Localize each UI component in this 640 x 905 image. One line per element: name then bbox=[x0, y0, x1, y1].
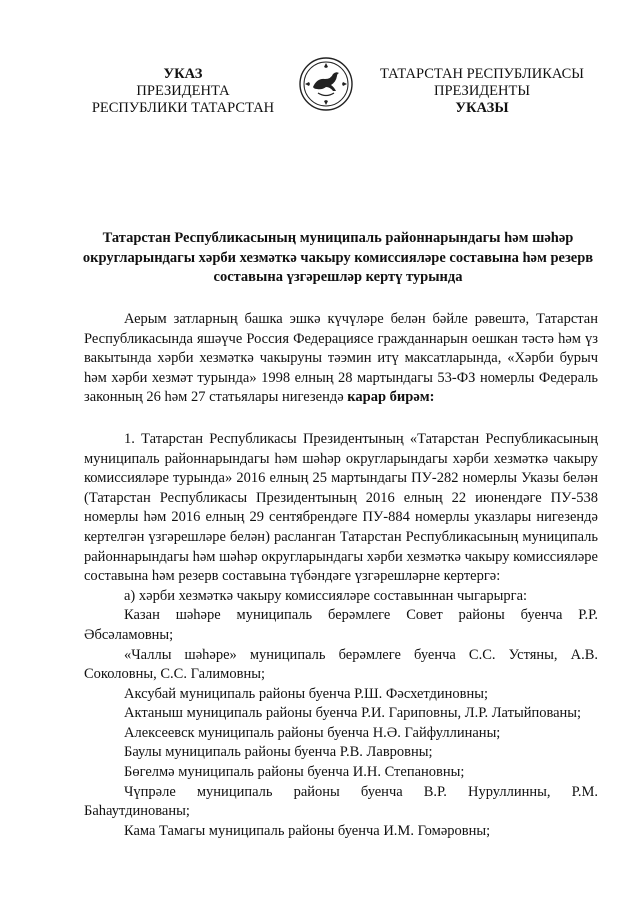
tatarstan-coat-of-arms-icon bbox=[298, 56, 354, 112]
preamble-text: Аерым затларның башка эшкә күчүләре белән бәйле рәвештә, Татарстан Республикасында яшәүче Россия Федерациясе гражданнарын оешкан тәстә һәм үз вакытында хәрби хезмәткә чакыруны тәэмин итү максатларында, «Хәрби бурыч һәм хәрби хезмәт турында» 1998 елның 28 мартындагы 53-ФЗ номерлы Федераль законның 26 һәм 27 статьялары нигезендә bbox=[84, 311, 598, 406]
body-paragraph-5: Аксубай муниципаль районы буенча Р.Ш. Фәсхетдиновны; bbox=[124, 685, 489, 702]
body-paragraph-4: «Чаллы шәһәре» муниципаль берәмлеге буенча С.С. Устяны, А.В. Соколовны, С.С. Галимовны; bbox=[84, 646, 598, 683]
header-left-block bbox=[78, 66, 288, 117]
header-right-line-3: УКАЗЫ bbox=[455, 100, 509, 116]
document-body bbox=[84, 310, 598, 841]
body-paragraph-7: Алексеевск муниципаль районы буенча Н.Ә. Гайфуллинаны; bbox=[124, 724, 501, 741]
body-paragraph-1: 1. Татарстан Республикасы Президентының «Татарстан Республикасының муниципаль районнарындагы һәм шәһәр округларындагы хәрби хезмәткә чакыру комиссияләре турында» 2016 елның 25 мартындагы ПУ-282 номерлы Указы белән (Татарстан Республикасы Президентының 2016 елның 22 июнендәге ПУ-538 номерлы һәм 2016 елның 29 сентябрендәге ПУ-884 номерлы указлары нигезендә кертелгән үзгәрешләре белән) расланган Татарстан Республикасының муниципаль районнарындагы һәм шәһәр округларындагы хәрби хезмәткә чакыру комиссияләре составына һәм резерв составына түбәндәге үзгәрешләрне кертергә: bbox=[84, 430, 598, 585]
header-right-line-1: ТАТАРСТАН РЕСПУБЛИКАСЫ bbox=[380, 66, 584, 82]
body-paragraph-8: Баулы муниципаль районы буенча Р.В. Лавровны; bbox=[124, 744, 433, 761]
header-right-line-2: ПРЕЗИДЕНТЫ bbox=[433, 83, 531, 99]
document-title: Татарстан Республикасының муниципаль районнарындагы һәм шәһәр округларындагы хәрби хезмәткә чакыру комиссияләре составына һәм резерв составына үзгәрешләр кертү турында bbox=[82, 230, 594, 285]
preamble-paragraph bbox=[84, 310, 598, 408]
header-left-line-1: УКАЗ bbox=[163, 66, 203, 82]
body-paragraph-2: а) хәрби хезмәткә чакыру комиссияләре составыннан чыгарырга: bbox=[124, 587, 528, 604]
header-left-line-3: РЕСПУБЛИКИ ТАТАРСТАН bbox=[91, 100, 275, 116]
body-paragraph-6: Актаныш муниципаль районы буенча Р.И. Гариповны, Л.Р. Латыйпованы; bbox=[124, 705, 582, 722]
header-left-line-2: ПРЕЗИДЕНТА bbox=[136, 83, 230, 99]
body-paragraph-3: Казан шәһәре муниципаль берәмлеге Совет районы буенча Р.Р. Әбсәламовны; bbox=[84, 607, 598, 643]
body-paragraph-9: Бөгелмә муниципаль районы буенча И.Н. Степановны; bbox=[124, 764, 465, 781]
body-paragraph-11: Кама Тамагы муниципаль районы буенча И.М. Гомәровны; bbox=[124, 822, 491, 839]
body-paragraph-10: Чүпрәле муниципаль районы буенча В.Р. Нуруллинны, Р.М. Баһаутдинованы; bbox=[84, 783, 598, 820]
header-right-block bbox=[362, 66, 602, 117]
decision-text: карар бирәм: bbox=[347, 389, 435, 406]
